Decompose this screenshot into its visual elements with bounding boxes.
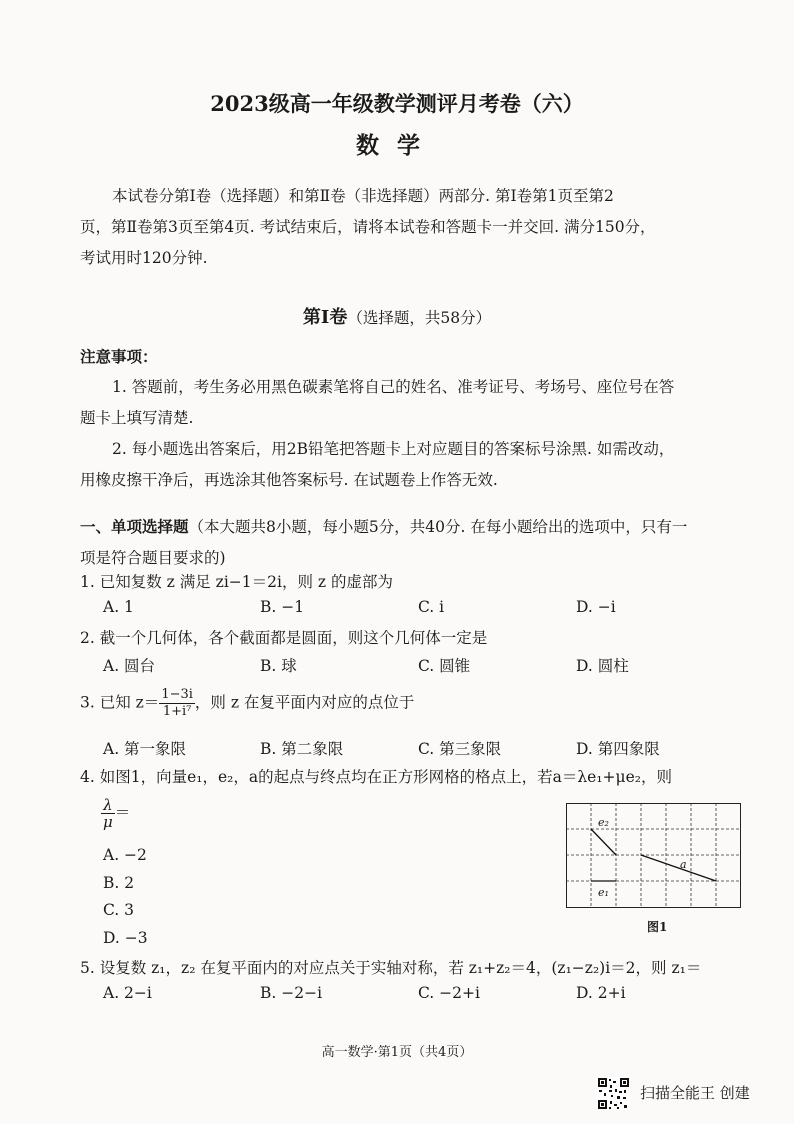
- q4-ratio: [101, 797, 130, 830]
- q1-option-d: D. −i: [576, 598, 616, 616]
- figure-label-a: a: [680, 858, 687, 871]
- q2-option-d: D. 圆柱: [576, 657, 629, 675]
- question-5-stem: 5. 设复数 z₁，z₂ 在复平面内的对应点关于实轴对称，若 z₁+z₂＝4，(z₁−z₂)i＝2，则 z₁＝: [80, 959, 702, 977]
- exam-title: 2023级高一年级教学测评月考卷（六）: [210, 91, 584, 116]
- question-1-stem: 1. 已知复数 z 满足 zi−1＝2i，则 z 的虚部为: [80, 573, 393, 591]
- page-footer: 高一数学·第1页（共4页）: [321, 1045, 473, 1060]
- q3-fraction: [159, 687, 195, 720]
- q3-option-d: D. 第四象限: [576, 740, 660, 758]
- figure-1-grid: [566, 803, 750, 913]
- intro-line: 本试卷分第Ⅰ卷（选择题）和第Ⅱ卷（非选择题）两部分. 第Ⅰ卷第1页至第2: [112, 187, 614, 205]
- q3-frac-num: 1−3i: [161, 687, 193, 702]
- q5-option-b: B. −2−i: [260, 984, 323, 1002]
- vector-e2: [591, 829, 616, 855]
- q2-option-a: A. 圆台: [103, 657, 156, 675]
- notice-line: 2. 每小题选出答案后，用2B铅笔把答题卡上对应题目的答案标号涂黑. 如需改动，: [112, 440, 675, 458]
- figure-label-e1: e₁: [598, 886, 609, 899]
- section-note: （选择题，共58分）: [347, 309, 492, 327]
- q4-option-a: A. −2: [103, 846, 147, 864]
- intro-paragraph: [80, 181, 756, 274]
- intro-line: 页，第Ⅱ卷第3页至第4页. 考试结束后，请将本试卷和答题卡一并交回. 满分150分，: [80, 218, 656, 236]
- part1-heading: 一、单项选择题: [80, 517, 189, 536]
- q5-option-a: A. 2−i: [103, 984, 152, 1002]
- question-2-stem: 2. 截一个几何体，各个截面都是圆面，则这个几何体一定是: [80, 629, 488, 647]
- q2-option-c: C. 圆锥: [418, 657, 471, 675]
- part1-header: [80, 511, 756, 574]
- figure-label-e2: e₂: [598, 816, 609, 829]
- q4-frac-den: μ: [103, 813, 113, 831]
- q5-option-d: D. 2+i: [576, 984, 626, 1002]
- notice-line: 用橡皮擦干净后，再选涂其他答案标号. 在试题卷上作答无效.: [80, 471, 498, 489]
- part1-line: 项是符合题目要求的): [80, 549, 226, 567]
- notice-heading: 注意事项：: [80, 347, 158, 366]
- subject-title: 数学: [356, 132, 438, 159]
- q3-frac-den: 1+i⁷: [162, 704, 192, 719]
- section-heading: [0, 303, 794, 329]
- q3-stem-post: ，则 z 在复平面内对应的点位于: [194, 693, 415, 712]
- q1-option-b: B. −1: [260, 598, 305, 616]
- q4-fraction: [101, 797, 115, 830]
- qr-code-icon: [597, 1077, 630, 1110]
- vector-a: [641, 855, 716, 881]
- q2-option-b: B. 球: [260, 657, 297, 675]
- intro-line: 考试用时120分钟.: [80, 249, 208, 267]
- q5-option-c: C. −2+i: [418, 984, 480, 1002]
- part1-line: [80, 511, 756, 543]
- notice-line: 1. 答题前，考生务必用黑色碳素笔将自己的姓名、准考证号、考场号、座位号在答: [112, 378, 675, 396]
- q4-frac-num: λ: [101, 797, 115, 814]
- q3-stem-pre: 3. 已知 z＝: [80, 693, 160, 712]
- q3-option-a: A. 第一象限: [103, 740, 187, 758]
- question-4-stem: 4. 如图1，向量e₁，e₂，a的起点与终点均在正方形网格的格点上，若a＝λe₁+μe₂，则: [80, 768, 672, 786]
- q4-option-d: D. −3: [103, 929, 148, 947]
- notice-block: [80, 341, 756, 496]
- part1-desc: （本大题共8小题，每小题5分，共40分. 在每小题给出的选项中，只有一: [188, 518, 688, 536]
- figure-caption: 图1: [647, 920, 668, 934]
- q4-option-c: C. 3: [103, 901, 135, 919]
- q3-option-b: B. 第二象限: [260, 740, 344, 758]
- q4-suffix: ＝: [114, 803, 131, 822]
- q3-option-c: C. 第三象限: [418, 740, 502, 758]
- notice-line: 题卡上填写清楚.: [80, 409, 194, 427]
- question-3-stem: [80, 687, 414, 720]
- section-label: 第Ⅰ卷: [302, 307, 348, 328]
- q4-option-b: B. 2: [103, 874, 135, 892]
- q1-option-c: C. i: [418, 598, 445, 616]
- scanner-watermark: 扫描全能王 创建: [640, 1084, 750, 1102]
- q1-option-a: A. 1: [103, 598, 134, 616]
